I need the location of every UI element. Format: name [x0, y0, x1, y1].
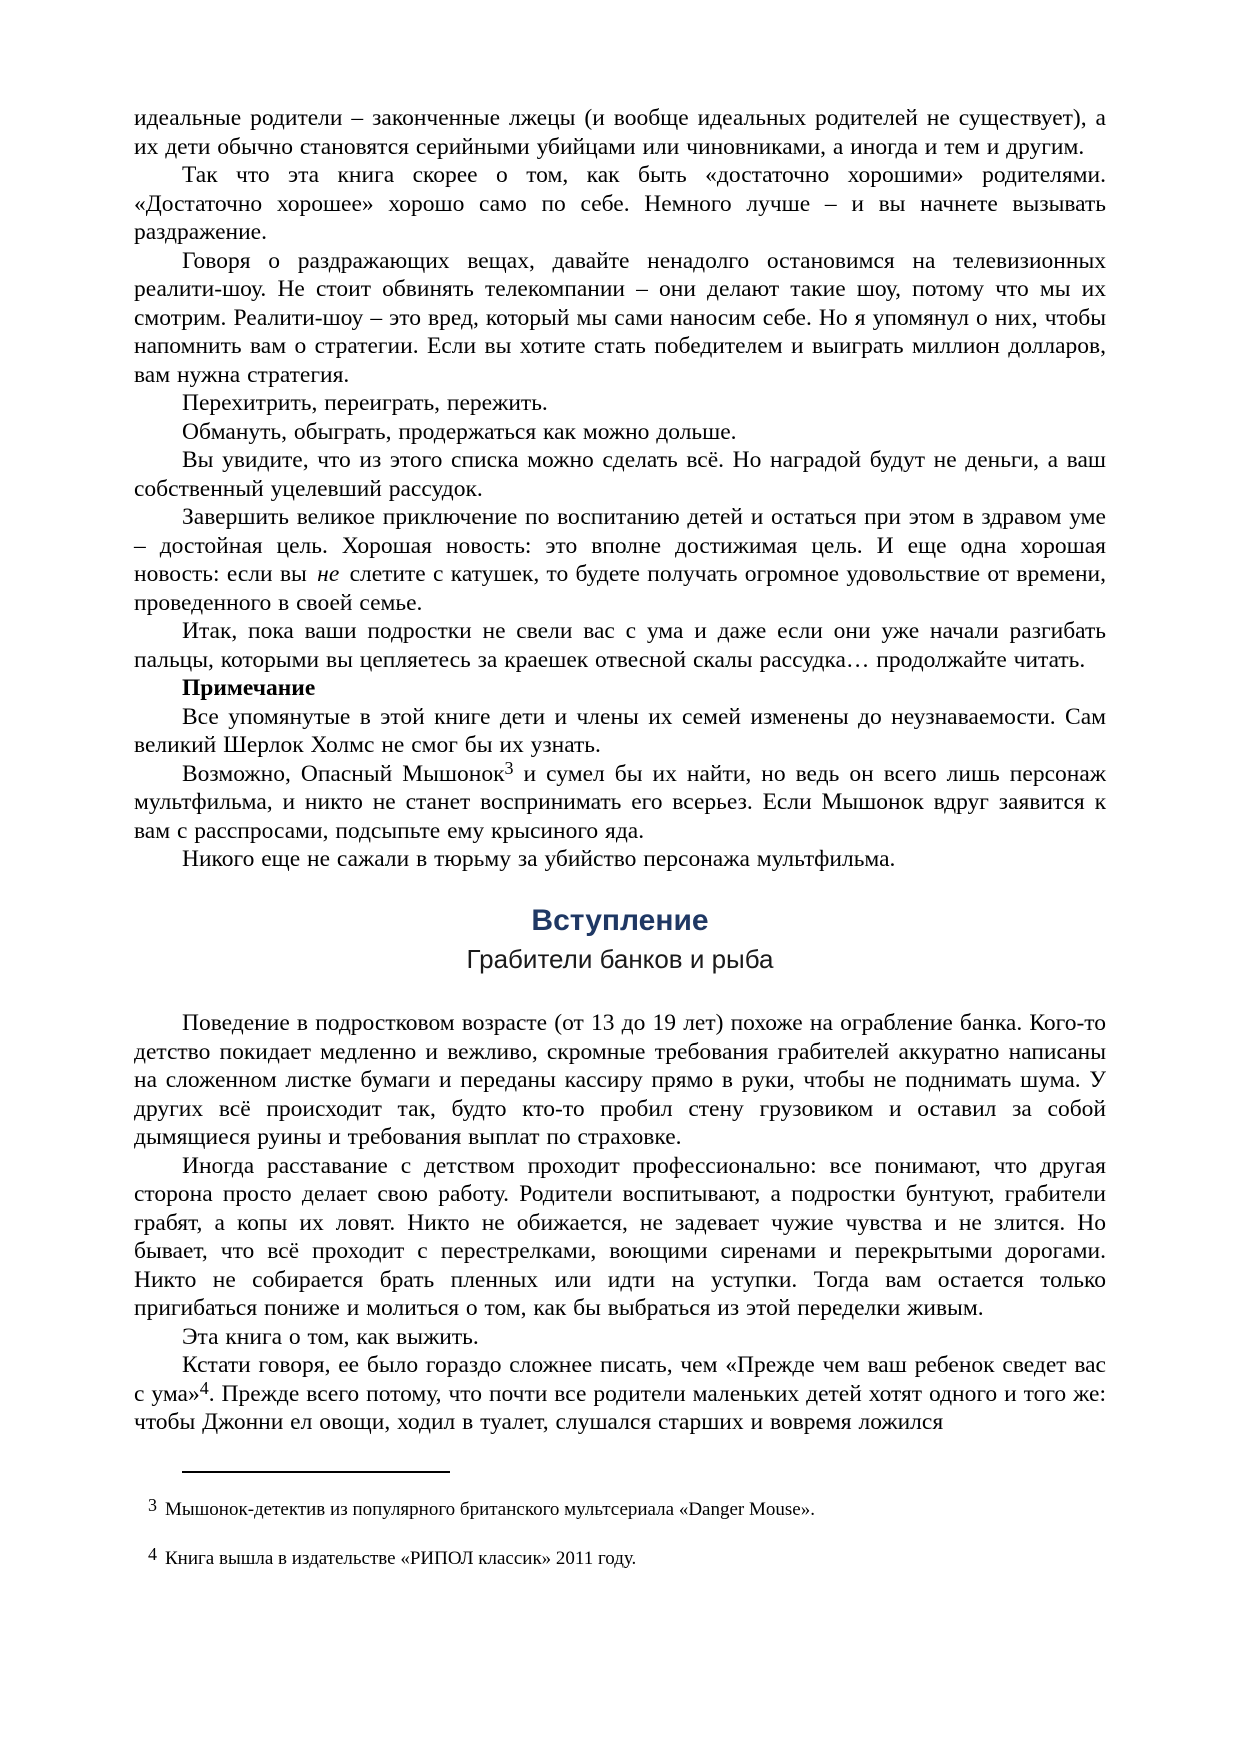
paragraph — [134, 1152, 1106, 1323]
paragraph — [134, 1323, 1106, 1352]
paragraph — [134, 1351, 1106, 1437]
paragraph — [134, 703, 1106, 760]
page-content — [134, 104, 1106, 1437]
footnote-reference: 3 — [504, 757, 514, 778]
text-segment: идеальные родители – законченные лжецы (и вообще идеальных родителей не существует), а их дети обычно становятся серийными убийцами или чиновниками, а иногда и тем и другим. — [134, 105, 1106, 160]
text-segment: Возможно, Опасный Мышонок — [182, 760, 505, 787]
text-segment: Кстати говоря, ее было гораздо сложнее писать, чем «Прежде чем ваш ребенок сведет вас с ума» — [134, 1352, 1106, 1407]
text-segment: Никого еще не сажали в тюрьму за убийство персонажа мультфильма. — [182, 846, 896, 872]
section-title: Вступление — [531, 903, 709, 937]
footnote-marker: 3 — [148, 1494, 157, 1515]
text-segment: Поведение в подростковом возрасте (от 13 до 19 лет) похоже на ограбление банка. Кого-то детство покидает медленно и вежливо, скромные требования грабителей аккуратно написаны на сложенном листке бумаги и переданы кассиру прямо в руки, чтобы не поднимать шума. У других всё происходит так, будто кто-то пробил стену грузовиком и оставил за собой дымящиеся руины и требования выплат по страховке. — [134, 1010, 1106, 1151]
text-segment: Так что эта книга скорее о том, как быть «достаточно хорошими» родителями. «Достаточно хорошее» хорошо само по себе. Немного лучше – и вы начнете вызывать раздражение. — [134, 162, 1106, 245]
note-heading: Примечание — [182, 675, 316, 701]
paragraph — [134, 418, 1106, 447]
text-segment: Вы увидите, что из этого списка можно сделать всё. Но наградой будут не деньги, а ваш собственный уцелевший рассудок. — [134, 447, 1106, 502]
paragraph — [134, 161, 1106, 247]
paragraph — [134, 757, 1106, 846]
text-segment: Эта книга о том, как выжить. — [182, 1323, 479, 1350]
footnote-divider — [182, 1471, 450, 1473]
paragraph — [134, 845, 1106, 874]
footnote-text: Книга вышла в издательстве «РИПОЛ классик» 2011 году. — [165, 1547, 637, 1569]
paragraph — [134, 503, 1106, 617]
emphasized-text: не — [317, 561, 340, 587]
paragraph — [134, 617, 1106, 674]
section-subtitle: Грабители банков и рыба — [466, 944, 774, 974]
paragraph — [134, 1009, 1106, 1152]
text-segment: . Прежде всего потому, что почти все родители маленьких детей хотят одного и того же: чтобы Джонни ел овощи, ходил в туалет, слушался старших и вовремя ложился — [134, 1380, 1106, 1436]
text-segment: Перехитрить, переиграть, пережить. — [182, 390, 548, 416]
text-segment: Все упомянутые в этой книге дети и члены их семей изменены до неузнаваемости. Сам великий Шерлок Холмс не смог бы их узнать. — [134, 703, 1106, 758]
footnote-text: Мышонок-детектив из популярного британского мультсериала «Danger Mouse». — [165, 1498, 815, 1520]
footnotes — [134, 1471, 1106, 1571]
footnote-reference: 4 — [199, 1377, 209, 1398]
footnote — [134, 1493, 1106, 1522]
text-segment: Завершить великое приключение по воспитанию детей и остаться при этом в здравом уме – достойная цель. Хорошая новость: это вполне достижимая цель. И еще одна хорошая новость: если вы — [134, 504, 1106, 587]
text-segment: слетите с катушек, то будете получать огромное удовольствие от времени, проведенного в своей семье. — [134, 561, 1106, 616]
paragraph — [134, 389, 1106, 418]
footnote-marker: 4 — [148, 1543, 157, 1564]
paragraph — [134, 104, 1106, 161]
text-segment: Итак, пока ваши подростки не свели вас с ума и даже если они уже начали разгибать пальцы, которыми вы цепляетесь за краешек отвесной скалы рассудка… продолжайте читать. — [134, 618, 1106, 673]
text-segment: и сумел бы их найти, но ведь он всего лишь персонаж мультфильма, и никто не станет воспринимать его всерьез. Если Мышонок вдруг заявится к вам с расспросами, подсыпьте ему крысиного яда. — [134, 760, 1106, 844]
text-segment: Говоря о раздражающих вещах, давайте ненадолго остановимся на телевизионных реалити-шоу. Не стоит обвинять телекомпании – они делают такие шоу, потому что мы их смотрим. Реалити-шоу – это вред, который мы сами наносим себе. Но я упомянул о них, чтобы напомнить вам о стратегии. Если вы хотите стать победителем и выиграть миллион долларов, вам нужна стратегия. — [134, 247, 1106, 388]
text-segment: Обмануть, обыграть, продержаться как можно дольше. — [182, 418, 737, 445]
footnote-list — [134, 1493, 1106, 1571]
paragraph — [134, 446, 1106, 503]
footnote — [134, 1542, 1106, 1571]
text-segment: Иногда расставание с детством проходит профессионально: все понимают, что другая сторона просто делает свою работу. Родители воспитывают, а подростки бунтуют, грабители грабят, а копы их ловят. Никто не обижается, не задевает чужие чувства и не злится. Но бывает, что всё проходит с перестрелками, воющими сиренами и перекрытыми дорогами. Никто не собирается брать пленных или идти на уступки. Тогда вам остается только пригибаться пониже и молиться о том, как бы выбраться из этой переделки живым. — [134, 1152, 1106, 1322]
paragraph — [134, 247, 1106, 390]
